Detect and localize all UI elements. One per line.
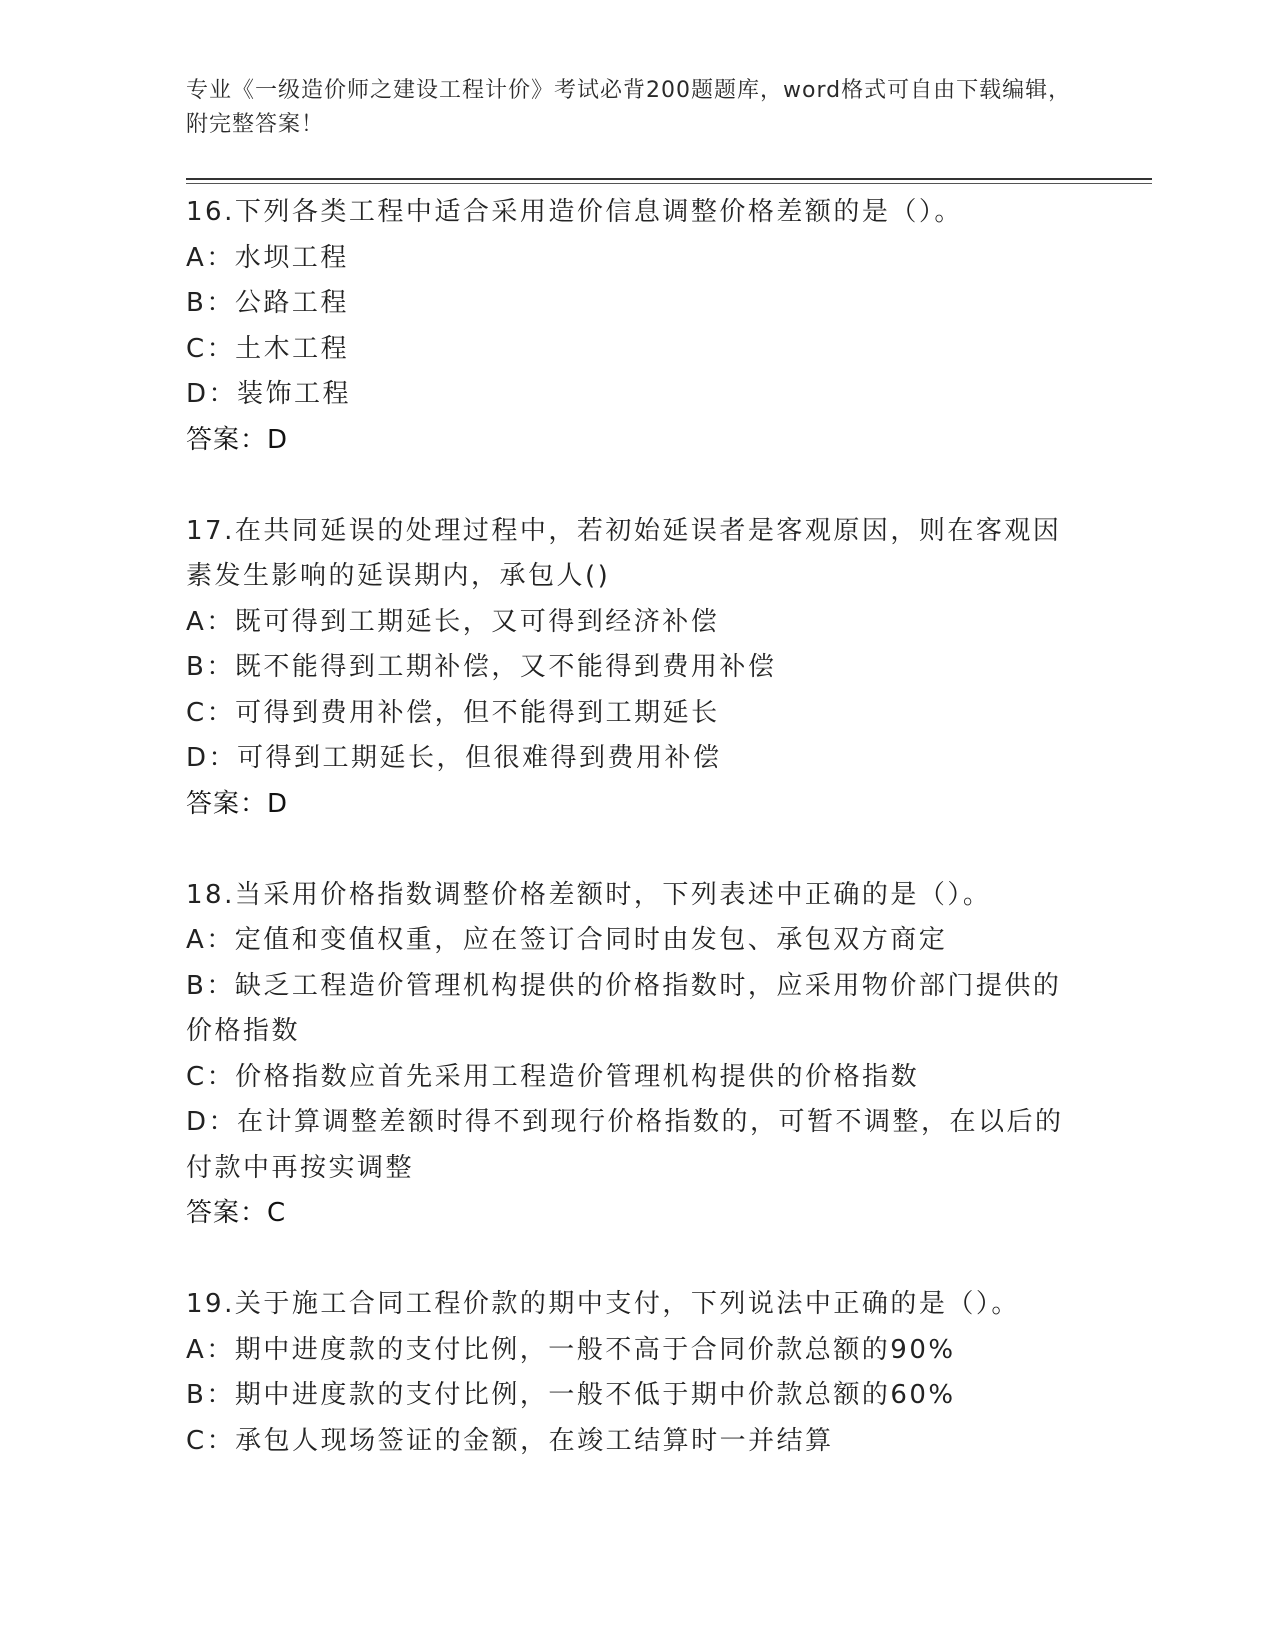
question-stem: 18.当采用价格指数调整价格差额时，下列表述中正确的是（）。 [186, 879, 992, 910]
option-b: B：既不能得到工期补偿，又不能得到费用补偿 [186, 652, 777, 682]
document-header: 专业《一级造价师之建设工程计价》考试必背200题题库，word格式可自由下载编辑，附完整答案！ [186, 78, 1072, 137]
option-a: A：既可得到工期延长，又可得到经济补偿 [186, 606, 720, 637]
question-stem: 17.在共同延误的处理过程中，若初始延误者是客观原因，则在客观因素发生影响的延误期内，承包人() [186, 515, 1062, 591]
question-19 [186, 1282, 1086, 1464]
question-list [186, 190, 1086, 1464]
option-c: C：承包人现场签证的金额，在竣工结算时一并结算 [186, 1425, 834, 1456]
option-c: C：可得到费用补偿，但不能得到工期延长 [186, 697, 720, 728]
question-spacer [186, 463, 1086, 509]
question-16 [186, 190, 1086, 463]
answer-label: 答案：D [186, 424, 289, 455]
option-d: D：装饰工程 [186, 379, 352, 409]
option-d: D：在计算调整差额时得不到现行价格指数的，可暂不调整，在以后的付款中再按实调整 [186, 1107, 1064, 1183]
question-spacer [186, 827, 1086, 873]
option-c: C：价格指数应首先采用工程造价管理机构提供的价格指数 [186, 1061, 920, 1092]
header-divider-thin [186, 183, 1152, 184]
option-c: C：土木工程 [186, 333, 350, 364]
answer-label: 答案：D [186, 788, 289, 819]
question-18 [186, 873, 1086, 1237]
header-divider-thick [186, 178, 1152, 180]
answer-label: 答案：C [186, 1198, 287, 1228]
option-b: B：公路工程 [186, 288, 349, 318]
question-17 [186, 509, 1086, 828]
option-a: A：定值和变值权重，应在签订合同时由发包、承包双方商定 [186, 925, 948, 955]
question-spacer [186, 1237, 1086, 1283]
question-stem: 19.关于施工合同工程价款的期中支付，下列说法中正确的是（）。 [186, 1289, 1020, 1319]
option-b: B：缺乏工程造价管理机构提供的价格指数时，应采用物价部门提供的价格指数 [186, 970, 1062, 1046]
option-a: A：水坝工程 [186, 242, 349, 273]
option-d: D：可得到工期延长，但很难得到费用补偿 [186, 743, 722, 773]
question-stem: 16.下列各类工程中适合采用造价信息调整价格差额的是（）。 [186, 197, 963, 227]
option-a: A：期中进度款的支付比例，一般不高于合同价款总额的90% [186, 1334, 956, 1365]
option-b: B：期中进度款的支付比例，一般不低于期中价款总额的60% [186, 1380, 956, 1410]
